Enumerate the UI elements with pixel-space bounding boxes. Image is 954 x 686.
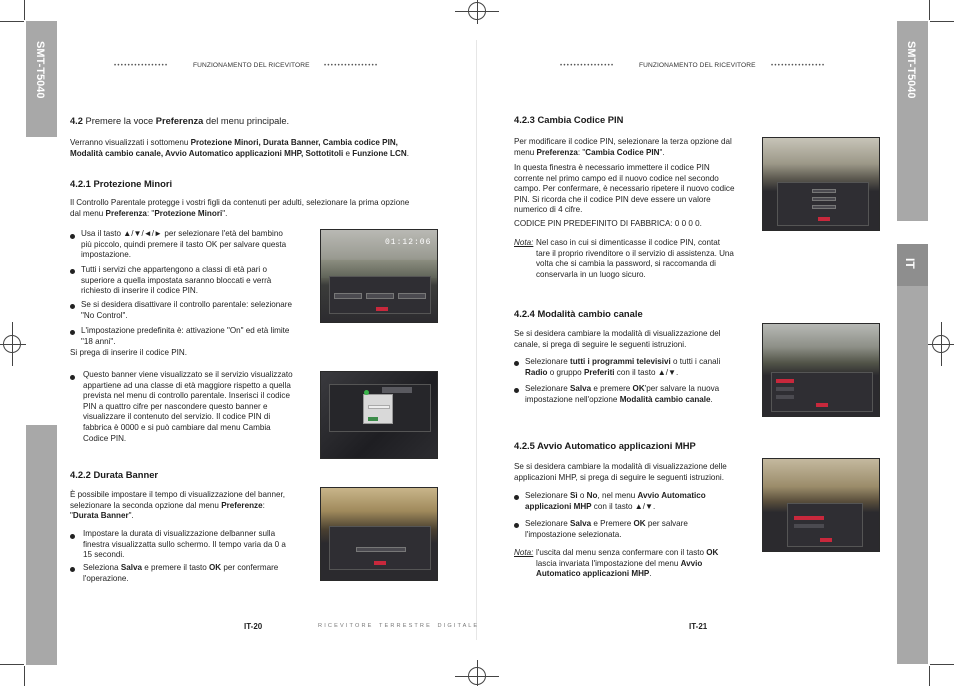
bullet: [514, 361, 519, 366]
s421-pin-request: Si prega di inserire il codice PIN.: [70, 348, 187, 357]
panel-tab-12: [366, 293, 394, 299]
section-4-2-4-title: 4.2.4 Modalità cambio canale: [514, 308, 643, 319]
save-button[interactable]: [818, 217, 830, 221]
section-4-2-4-intro: Se si desidera cambiare la modalità di visualizzazione del canale, si prega di seguire le seguenti istruzioni.: [514, 329, 721, 349]
s424-bullet-1: Selezionare tutti i programmi televisivi o tutti i canali Radio o gruppo Preferiti con il tasto ▲/▼.: [525, 357, 721, 377]
mhp-option-yes[interactable]: [794, 516, 824, 520]
right-lang-tab: [897, 244, 928, 286]
save-button[interactable]: [816, 403, 828, 407]
section-4-2-2-title: 4.2.2 Durata Banner: [70, 469, 159, 480]
mhp-option-no[interactable]: [794, 524, 824, 528]
panel-tab-18: [398, 293, 426, 299]
pin-panel: [777, 182, 869, 226]
s425-bullet-2: Selezionare Salva e Premere OK per salvare l'impostazione selezionata.: [525, 519, 688, 539]
s424-bullet-2: Selezionare Salva e premere OK'per salvare la nuova impostazione nell'opzione Modalità cambio canale.: [525, 384, 720, 404]
right-header-dots-1: ••••••••••••••••: [560, 63, 615, 69]
save-button[interactable]: [374, 561, 386, 565]
right-header-dots-2: ••••••••••••••••: [771, 63, 826, 69]
bullet: [70, 304, 75, 309]
save-button[interactable]: [820, 538, 832, 542]
right-page-number: IT-21: [689, 622, 708, 631]
mhp-panel: [787, 503, 863, 547]
s425-bullet-1: Selezionare Sì o No, nel menu Avvio Automatico applicazioni MHP con il tasto ▲/▼.: [525, 491, 706, 511]
section-4-2-3-body: In questa finestra è necessario immettere il codice PIN corrente nel primo campo ed il nuovo codice nel secondo campo. Per confermare, è necessario ripetere il nuovo codice PIN. Si ricorda che il codice PIN deve essere un valore numerico di 4 cifre.: [514, 163, 735, 215]
new-pin-field[interactable]: [812, 197, 836, 201]
left-header-dots-2: ••••••••••••••••: [324, 63, 379, 69]
s421-bullet-2: Tutti i servizi che appartengono a classi di età pari o superiore a quella impostata saranno bloccati e verrà richiesto di inserire il codice PIN.: [81, 265, 272, 296]
intro-submenus: Verranno visualizzati i sottomenu Protezione Minori, Durata Banner, Cambia codice PIN, Modalità cambio canale, Avvio Automatico applicazioni MHP, Sottotitoli e Funzione LCN.: [70, 138, 409, 158]
current-pin-field[interactable]: [812, 189, 836, 193]
s423-note-label: Nota:: [514, 238, 534, 247]
center-fold: [476, 40, 477, 640]
bullet: [514, 495, 519, 500]
screenshot-parental-lock: [320, 229, 438, 323]
mode-panel: [771, 372, 873, 412]
left-header-dots-1: ••••••••••••••••: [114, 63, 169, 69]
s425-note-text: l'uscita dal menu senza confermare con il tasto OK lascia invariata l'impostazione del menu Avvio Automatico applicazioni MHP.: [536, 548, 719, 579]
lang-tab-label: IT: [903, 258, 917, 269]
screenshot-banner-duration: [320, 487, 438, 581]
right-header-title: FUNZIONAMENTO DEL RICEVITORE: [639, 62, 756, 69]
left-side-tab-lower: [26, 425, 57, 665]
bullet: [70, 567, 75, 572]
screenshot-mhp-autostart: [762, 458, 880, 552]
screenshot-change-pin: [762, 137, 880, 231]
bullet: [70, 330, 75, 335]
bullet: [70, 534, 75, 539]
screenshot-pin-banner: [320, 371, 438, 459]
confirm-pin-field[interactable]: [812, 205, 836, 209]
right-tab-model: SMT-T5040: [905, 41, 917, 99]
bullet: [70, 234, 75, 239]
s421-bullet-4: L'impostazione predefinita è: attivazione "On" ed età limite "18 anni".: [81, 326, 290, 346]
section-4-2-3-title: 4.2.3 Cambia Codice PIN: [514, 114, 624, 125]
mode-option-favorites[interactable]: [776, 395, 794, 399]
right-side-tab-lower: [897, 286, 928, 664]
save-button[interactable]: [376, 307, 388, 311]
section-4-2-1-title: 4.2.1 Protezione Minori: [70, 178, 173, 189]
s425-note-label: Nota:: [514, 548, 534, 557]
pin-field[interactable]: [368, 405, 390, 409]
intro-line: 4.2 Premere la voce Preferenza del menu principale.: [70, 116, 290, 126]
status-dot-icon: [364, 390, 369, 395]
bullet: [70, 375, 75, 380]
clock-readout: 01:12:06: [385, 238, 432, 247]
menu-highlight: [382, 387, 412, 393]
s422-bullet-1: Impostare la durata di visualizzazione delbanner sulla finestra visualizzatta sullo schermo. Il tempo varia da 0 a 15 secondi.: [83, 529, 286, 560]
s422-bullet-2: Seleziona Salva e premere il tasto OK per confermare l'operazione.: [83, 563, 279, 583]
panel-tab-8: [334, 293, 362, 299]
mode-option-radio[interactable]: [776, 387, 794, 391]
duration-slider[interactable]: [356, 547, 406, 552]
right-side-tab: [897, 21, 928, 221]
section-4-2-5-intro: Se si desidera cambiare la modalità di visualizzazione delle applicazioni MHP, si prega di seguire le seguenti istruzioni.: [514, 462, 727, 482]
bullet: [514, 523, 519, 528]
duration-panel: [329, 526, 431, 570]
section-4-2-1-intro: Il Controllo Parentale protegge i vostri figli da contenuti per adulti, selezionare la prima opzione dal menu Preferenza: "Protezione Minori".: [70, 198, 410, 218]
s421-bullet-1: Usa il tasto ▲/▼/◄/► per selezionare l'età del bambino più piccolo, quindi premere il tasto OK per salvare questa impostazione.: [81, 229, 287, 260]
left-tab-model: SMT-T5040: [34, 41, 46, 99]
section-4-2-3-default-pin: CODICE PIN PREDEFINITO DI FABBRICA: 0 0 0 0.: [514, 219, 702, 228]
s421-bullet-5: Questo banner viene visualizzato se il servizio visualizzato appartiene ad una classe di età maggiore rispetto a quella prevista nel menu di controllo parentale. Inserisci il codice PIN a quattro cifre per nascondere questo banner e visualizzare il contenuto del servizio. Il codice PIN di fabbrica è 0000 e si può cambiare dal menu Cambia Codice PIN.: [83, 370, 293, 443]
bullet: [70, 269, 75, 274]
section-4-2-2-intro: È possibile impostare il tempo di visualizzazione del banner, selezionare la seconda opzione dal menu Preferenze: "Durata Banner".: [70, 490, 286, 521]
parental-panel: [329, 276, 431, 314]
pin-ok-button[interactable]: [368, 417, 378, 421]
footer-center: R I C E V I T O R E T E R R E S T R E D I G I T A L E: [318, 623, 478, 629]
left-header-title: FUNZIONAMENTO DEL RICEVITORE: [193, 62, 310, 69]
section-4-2-5-title: 4.2.5 Avvio Automatico applicazioni MHP: [514, 440, 696, 451]
bullet: [514, 388, 519, 393]
screenshot-channel-mode: [762, 323, 880, 417]
s421-bullet-3: Se si desidera disattivare il controllo parentale: selezionare "No Control".: [81, 300, 293, 320]
s423-note-text: Nel caso in cui si dimenticasse il codice PIN, contat tare il proprio rivenditore o il servizio di assistenza. Una volta che si cambia la password, si raccomanda di conservarla in un luogo sicuro.: [536, 238, 734, 279]
left-page-number: IT-20: [244, 622, 263, 631]
section-4-2-3-intro: Per modificare il codice PIN, selezionare la terza opzione dal menu Preferenza: "Cambia Codice PIN".: [514, 137, 732, 157]
mode-option-tv[interactable]: [776, 379, 794, 383]
left-side-tab: [26, 21, 57, 137]
pin-dialog: [363, 394, 393, 424]
